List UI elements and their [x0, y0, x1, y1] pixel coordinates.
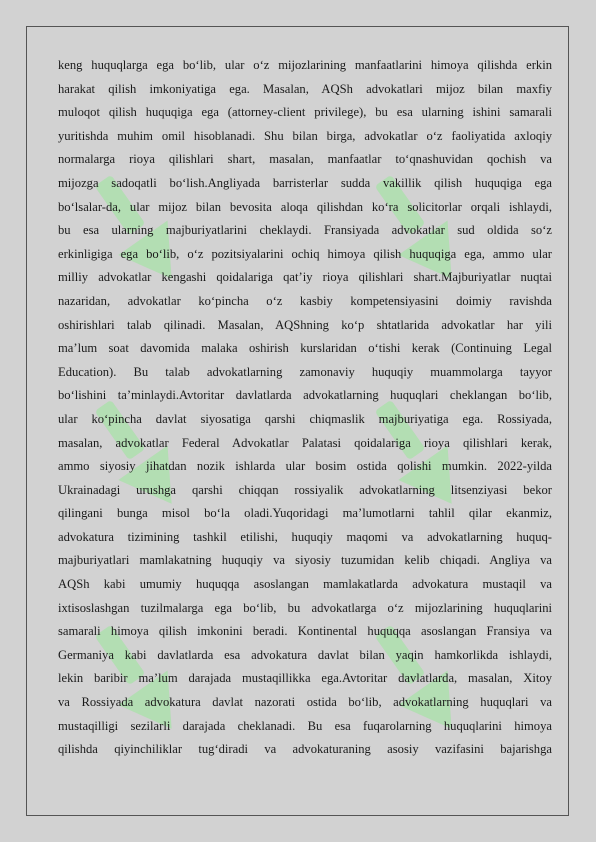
text-line: mijozga sadoqatli bo‘lish.Angliyada barristerlar sudda vakillik qilish huquqiga ega: [58, 175, 552, 190]
text-line: Education). Bu talab advokatlarning zamonaviy huquqiy muammolarga tayyor: [58, 364, 552, 379]
text-line: muloqot qilish huquqiga ega (attorney-client privilege), bu esa ularning ishini samarali: [58, 105, 552, 120]
text-line: va Rossiyada advokatura davlat nazorati ostida bo‘lib, advokatlarning huquqlari va: [58, 695, 552, 710]
text-line: oshirishlari talab qilinadi. Masalan, AQShning ko‘p shtatlarida advokatlar har yili: [58, 317, 552, 332]
text-line: normalarga rioya qilishlari shart, masalan, manfaatlar to‘qnashuvidan qochish va: [58, 152, 552, 167]
text-line: masalan, advokatlar Federal Advokatlar Palatasi qoidalariga rioya qilishlari kerak,: [58, 435, 552, 450]
text-line: harakat qilish imkoniyatiga ega. Masalan, AQSh advokatlari mijoz bilan maxfiy: [58, 81, 552, 96]
text-line: mustaqilligi sezilarli darajada cheklanadi. Bu esa fuqarolarning huquqlarini himoya: [58, 718, 552, 733]
text-line: ammo siyosiy jihatdan nozik ishlarda ular bosim ostida qolishi mumkin. 2022-yilda: [58, 459, 552, 474]
text-line: qilishda qiyinchiliklar tug‘diradi va advokaturaning asosiy vazifasini bajarishga: [58, 742, 552, 757]
text-line: bo‘lishini ta’minlaydi.Avtoritar davlatlarda advokatlarning huquqlari cheklangan bo‘lib,: [58, 388, 552, 403]
text-line: lekin baribir ma’lum darajada mustaqillikka ega.Avtoritar davlatlarda, masalan, Xitoy: [58, 671, 552, 686]
text-line: qilingani bunga misol bo‘la oladi.Yuqoridagi ma’lumotlarni tahlil qilar ekanmiz,: [58, 506, 552, 521]
text-line: bo‘lsalar-da, ular mijoz bilan bevosita aloqa qilishdan ko‘ra solicitorlar orqali ishlaydi,: [58, 199, 552, 214]
text-line: keng huquqlarga ega bo‘lib, ular o‘z mijozlarining manfaatlarini himoya qilishda erkin: [58, 58, 552, 72]
text-line: nazaridan, advokatlar ko‘pincha o‘z kasbiy kompetensiyasini doimiy ravishda: [58, 293, 552, 308]
text-line: majburiyatlari mamlakatning huquqiy va siyosiy tuzumidan kelib chiqadi. Angliya va: [58, 553, 552, 568]
text-line: advokatura tizimining tashkil etilishi, huquqiy maqomi va advokatlarning huquq-: [58, 529, 552, 544]
text-line: bu esa ularning majburiyatlarini cheklaydi. Fransiyada advokatlar sud oldida so‘z: [58, 223, 552, 238]
text-line: yuritishda muhim omil hisoblanadi. Shu bilan birga, advokatlar o‘z faoliyatida axloqiy: [58, 128, 552, 143]
text-line: samarali himoya qilish imkonini beradi. Kontinental huquqqa asoslangan Fransiya va: [58, 624, 552, 639]
text-line: Germaniya kabi davlatlarda esa advokatura davlat bilan yaqin hamkorlikda ishlaydi,: [58, 647, 552, 662]
text-line: ma’lum soat davomida malaka oshirish kurslaridan o‘tishi kerak (Continuing Legal: [58, 341, 552, 356]
text-line: ixtisoslashgan tuzilmalarga ega bo‘lib, bu advokatlarga o‘z mijozlarining huquqlarini: [58, 600, 552, 615]
text-line: ular ko‘pincha davlat siyosatiga qarshi chiqmaslik majburiyatiga ega. Rossiyada,: [58, 411, 552, 426]
text-line: Ukrainadagi urushga qarshi chiqqan rossiyalik advokatlarning litsenziyasi bekor: [58, 482, 552, 497]
text-line: AQSh kabi umumiy huquqqa asoslangan mamlakatlarda advokatura mustaqil va: [58, 577, 552, 592]
body-text: [58, 54, 552, 762]
text-line: milliy advokatlar kengashi qoidalariga qat’iy rioya qilishlari shart.Majburiyatlar nuqtai: [58, 270, 552, 285]
text-line: erkinligiga ega bo‘lib, o‘z pozitsiyalarini ochiq himoya qilish huquqiga ega, ammo ular: [58, 246, 552, 261]
